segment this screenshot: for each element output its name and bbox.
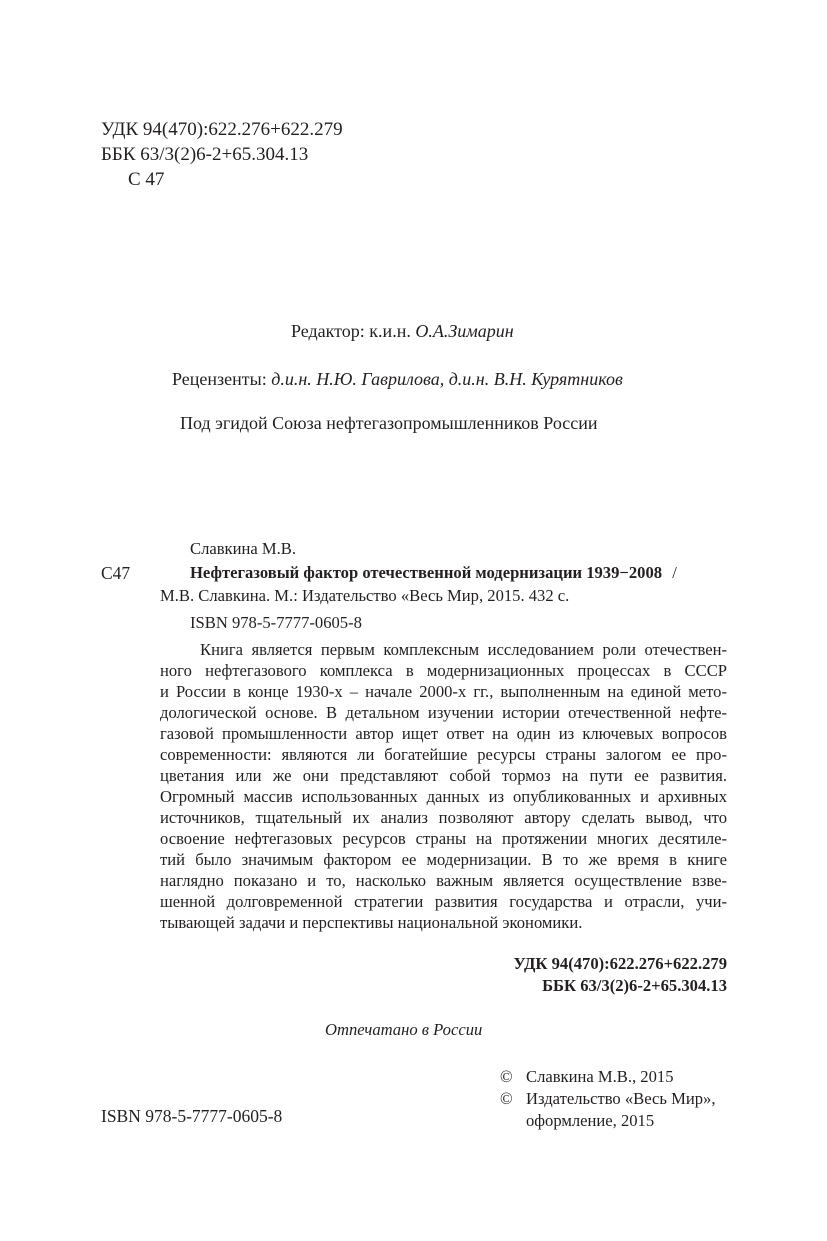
card-udk: УДК 94(470):622.276+622.279 — [513, 954, 727, 973]
abstract — [160, 639, 727, 933]
responsibility-line: М.В. Славкина. М.: Издательство «Весь Мир, 2015. 432 с. — [160, 586, 570, 605]
copyright-symbol-2: © — [500, 1089, 513, 1108]
abstract-line: шенной долговременной стратегии развития государства и отрасли, учи- — [160, 892, 727, 911]
reviewers-line — [172, 368, 623, 390]
reviewer-2: д.и.н. В.Н. Курятников — [448, 369, 623, 389]
call-mark: С47 — [101, 563, 131, 583]
abstract-line: и России в конце 1930-х – начале 2000-х гг., выполненным на единой мето- — [160, 682, 727, 701]
editor-label: Редактор: к.и.н. — [291, 321, 416, 341]
copyright-design: оформление, 2015 — [526, 1111, 655, 1130]
card-isbn: ISBN 978-5-7777-0605-8 — [190, 613, 362, 632]
copyright-author: Славкина М.В., 2015 — [526, 1067, 674, 1086]
editor-line — [291, 320, 514, 342]
reviewers-label: Рецензенты: — [172, 369, 272, 389]
title-separator: / — [668, 563, 677, 582]
udk-code: УДК 94(470):622.276+622.279 — [101, 119, 343, 140]
patronage-line: Под эгидой Союза нефтегазопромышленников России — [180, 413, 598, 433]
book-title: Нефтегазовый фактор отечественной модернизации 1939−2008 — [190, 563, 663, 582]
abstract-line: дологической основе. В детальном изучении истории отечественной нефте- — [160, 703, 727, 722]
abstract-line: тий было значимым фактором ее модернизации. В то же время в книге — [160, 850, 727, 869]
abstract-line: современности: являются ли богатейшие ресурсы страны залогом ее про- — [160, 745, 727, 764]
abstract-line: цветания или же они представляют собой тормоз на пути ее развития. — [160, 766, 727, 785]
footer-isbn: ISBN 978-5-7777-0605-8 — [101, 1106, 283, 1126]
card-bbk: ББК 63/3(2)6-2+65.304.13 — [542, 976, 727, 995]
copyright-symbol-1: © — [500, 1067, 513, 1086]
abstract-line: ного нефтегазового комплекса в модернизационных процессах в СССР — [160, 661, 727, 680]
editor-name: О.А.Зимарин — [415, 321, 514, 341]
abstract-line: тывающей задачи и перспективы национальной экономики. — [160, 913, 583, 932]
reviewer-1: д.и.н. Н.Ю. Гаврилова, — [271, 369, 445, 389]
abstract-line: газовой промышленности автор ищет ответ на один из ключевых вопросов — [160, 724, 727, 743]
copyright-publisher: Издательство «Весь Мир», — [526, 1089, 716, 1108]
abstract-line: Книга является первым комплексным исследованием роли отечествен- — [200, 640, 727, 659]
abstract-line: источников, тщательный их анализ позволяют автору сделать вывод, что — [160, 808, 727, 827]
author-heading: Славкина М.В. — [190, 539, 297, 558]
author-mark: С 47 — [128, 169, 165, 190]
bbk-code: ББК 63/3(2)6-2+65.304.13 — [101, 144, 309, 165]
book-title-line — [190, 562, 677, 583]
abstract-line: наглядно показано и то, насколько важным является осуществление взве- — [160, 871, 727, 890]
printed-in: Отпечатано в России — [325, 1020, 483, 1039]
abstract-line: освоение нефтегазовых ресурсов страны на протяжении многих десятиле- — [160, 829, 727, 848]
abstract-line: Огромный массив использованных данных из опубликованных и архивных — [160, 787, 727, 806]
